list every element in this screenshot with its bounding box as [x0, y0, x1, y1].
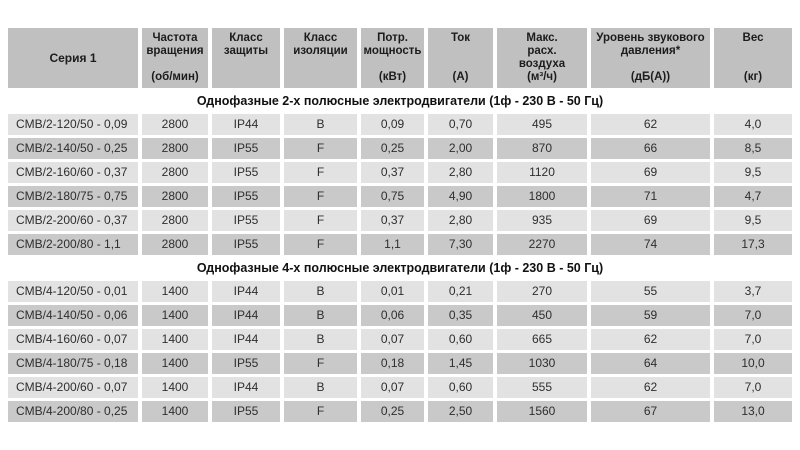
cell-weight: 9,5 — [714, 210, 792, 231]
column-label: Ток — [450, 32, 471, 44]
table-row — [8, 138, 792, 159]
cell-power: 0,06 — [361, 305, 424, 326]
cell-speed: 2800 — [142, 234, 208, 255]
cell-airflow: 555 — [497, 377, 587, 398]
column-unit: (м³/ч) — [527, 71, 557, 83]
cell-speed: 1400 — [142, 353, 208, 374]
cell-protection: IP55 — [212, 353, 280, 374]
cell-current: 2,50 — [428, 401, 493, 422]
cell-noise: 62 — [591, 329, 710, 350]
column-header-content — [142, 28, 208, 88]
cell-protection: IP44 — [212, 281, 280, 302]
cell-airflow: 1120 — [497, 162, 587, 183]
column-label: Уровень звукового давления* — [596, 32, 705, 57]
column-header-content — [714, 28, 792, 88]
cell-weight: 9,5 — [714, 162, 792, 183]
cell-weight: 7,0 — [714, 305, 792, 326]
column-unit: (кВт) — [378, 71, 407, 83]
cell-insulation: F — [284, 401, 357, 422]
cell-noise: 62 — [591, 377, 710, 398]
cell-airflow: 1800 — [497, 186, 587, 207]
cell-power: 0,01 — [361, 281, 424, 302]
cell-insulation: B — [284, 114, 357, 135]
column-header-protection — [212, 28, 280, 88]
cell-weight: 4,7 — [714, 186, 792, 207]
cell-protection: IP44 — [212, 377, 280, 398]
section-title: Однофазные 2-х полюсные электродвигатели (1ф - 230 В - 50 Гц) — [8, 91, 792, 111]
cell-current: 2,80 — [428, 210, 493, 231]
column-header-content — [284, 28, 357, 88]
column-label: Макс. расх. воздуха — [518, 32, 566, 70]
cell-weight: 17,3 — [714, 234, 792, 255]
column-header-content — [591, 28, 710, 88]
cell-series-name: CMB/4-180/75 - 0,18 — [8, 353, 138, 374]
cell-speed: 2800 — [142, 186, 208, 207]
cell-speed: 1400 — [142, 281, 208, 302]
column-header-weight — [714, 28, 792, 88]
cell-airflow: 665 — [497, 329, 587, 350]
column-header-content — [212, 28, 280, 88]
cell-power: 0,18 — [361, 353, 424, 374]
cell-insulation: B — [284, 329, 357, 350]
cell-power: 0,25 — [361, 401, 424, 422]
cell-power: 1,1 — [361, 234, 424, 255]
cell-power: 0,37 — [361, 162, 424, 183]
cell-insulation: F — [284, 162, 357, 183]
cell-current: 7,30 — [428, 234, 493, 255]
cell-protection: IP55 — [212, 401, 280, 422]
cell-noise: 55 — [591, 281, 710, 302]
column-header-content — [8, 28, 138, 88]
cell-power: 0,07 — [361, 377, 424, 398]
cell-current: 0,21 — [428, 281, 493, 302]
cell-insulation: B — [284, 281, 357, 302]
cell-weight: 8,5 — [714, 138, 792, 159]
cell-noise: 64 — [591, 353, 710, 374]
cell-series-name: CMB/2-140/50 - 0,25 — [8, 138, 138, 159]
column-label: Частота вращения — [146, 32, 204, 57]
cell-series-name: CMB/4-120/50 - 0,01 — [8, 281, 138, 302]
cell-weight: 3,7 — [714, 281, 792, 302]
cell-speed: 2800 — [142, 114, 208, 135]
cell-insulation: F — [284, 353, 357, 374]
cell-noise: 59 — [591, 305, 710, 326]
cell-power: 0,37 — [361, 210, 424, 231]
cell-noise: 66 — [591, 138, 710, 159]
cell-current: 2,80 — [428, 162, 493, 183]
cell-series-name: CMB/4-160/60 - 0,07 — [8, 329, 138, 350]
table-row — [8, 329, 792, 350]
cell-speed: 2800 — [142, 138, 208, 159]
cell-speed: 2800 — [142, 162, 208, 183]
column-header-speed — [142, 28, 208, 88]
cell-protection: IP55 — [212, 234, 280, 255]
table-row — [8, 234, 792, 255]
table-row — [8, 305, 792, 326]
table-row — [8, 353, 792, 374]
header-row — [8, 28, 792, 88]
cell-protection: IP55 — [212, 162, 280, 183]
column-header-insulation — [284, 28, 357, 88]
table-row — [8, 162, 792, 183]
cell-series-name: CMB/2-200/60 - 0,37 — [8, 210, 138, 231]
cell-protection: IP44 — [212, 114, 280, 135]
section-title: Однофазные 4-х полюсные электродвигатели (1ф - 230 В - 50 Гц) — [8, 258, 792, 278]
column-label: Серия 1 — [49, 50, 97, 65]
cell-power: 0,07 — [361, 329, 424, 350]
cell-series-name: CMB/4-200/80 - 0,25 — [8, 401, 138, 422]
cell-airflow: 870 — [497, 138, 587, 159]
cell-current: 1,45 — [428, 353, 493, 374]
cell-protection: IP44 — [212, 305, 280, 326]
cell-airflow: 270 — [497, 281, 587, 302]
cell-series-name: CMB/4-140/50 - 0,06 — [8, 305, 138, 326]
cell-airflow: 450 — [497, 305, 587, 326]
column-header-series — [8, 28, 138, 88]
cell-current: 0,35 — [428, 305, 493, 326]
column-header-noise — [591, 28, 710, 88]
cell-insulation: B — [284, 377, 357, 398]
column-unit: (кг) — [743, 71, 763, 83]
column-label: Вес — [742, 32, 764, 44]
cell-current: 0,60 — [428, 377, 493, 398]
column-unit: (об/мин) — [151, 71, 199, 83]
cell-airflow: 935 — [497, 210, 587, 231]
cell-airflow: 495 — [497, 114, 587, 135]
table-row — [8, 210, 792, 231]
section-title-row — [8, 258, 792, 278]
column-header-current — [428, 28, 493, 88]
column-label: Класс защиты — [223, 32, 269, 57]
cell-protection: IP55 — [212, 138, 280, 159]
cell-noise: 71 — [591, 186, 710, 207]
cell-power: 0,09 — [361, 114, 424, 135]
cell-weight: 4,0 — [714, 114, 792, 135]
cell-weight: 7,0 — [714, 377, 792, 398]
cell-weight: 10,0 — [714, 353, 792, 374]
motor-spec-table — [4, 25, 796, 425]
cell-noise: 69 — [591, 162, 710, 183]
cell-power: 0,25 — [361, 138, 424, 159]
column-header-content — [497, 28, 587, 88]
column-header-power — [361, 28, 424, 88]
cell-weight: 13,0 — [714, 401, 792, 422]
cell-protection: IP55 — [212, 210, 280, 231]
cell-current: 0,60 — [428, 329, 493, 350]
cell-weight: 7,0 — [714, 329, 792, 350]
cell-airflow: 1030 — [497, 353, 587, 374]
column-unit: (дБ(А)) — [630, 71, 671, 83]
cell-speed: 1400 — [142, 329, 208, 350]
table-row — [8, 377, 792, 398]
cell-insulation: F — [284, 138, 357, 159]
cell-noise: 69 — [591, 210, 710, 231]
column-label: Потр. мощность — [363, 32, 422, 57]
cell-protection: IP55 — [212, 186, 280, 207]
cell-insulation: F — [284, 234, 357, 255]
cell-noise: 62 — [591, 114, 710, 135]
section-title-row — [8, 91, 792, 111]
column-label: Класс изоляции — [293, 32, 348, 57]
table-row — [8, 281, 792, 302]
cell-series-name: CMB/2-180/75 - 0,75 — [8, 186, 138, 207]
cell-current: 0,70 — [428, 114, 493, 135]
cell-insulation: B — [284, 305, 357, 326]
column-header-airflow — [497, 28, 587, 88]
cell-speed: 1400 — [142, 305, 208, 326]
cell-current: 4,90 — [428, 186, 493, 207]
column-header-content — [361, 28, 424, 88]
cell-series-name: CMB/2-160/60 - 0,37 — [8, 162, 138, 183]
cell-noise: 74 — [591, 234, 710, 255]
cell-series-name: CMB/2-120/50 - 0,09 — [8, 114, 138, 135]
cell-insulation: F — [284, 210, 357, 231]
column-header-content — [428, 28, 493, 88]
cell-current: 2,00 — [428, 138, 493, 159]
column-unit: (А) — [452, 71, 469, 83]
table-row — [8, 186, 792, 207]
cell-airflow: 1560 — [497, 401, 587, 422]
cell-series-name: CMB/4-200/60 - 0,07 — [8, 377, 138, 398]
cell-speed: 1400 — [142, 401, 208, 422]
cell-speed: 2800 — [142, 210, 208, 231]
cell-power: 0,75 — [361, 186, 424, 207]
cell-protection: IP44 — [212, 329, 280, 350]
cell-series-name: CMB/2-200/80 - 1,1 — [8, 234, 138, 255]
table-row — [8, 114, 792, 135]
table-row — [8, 401, 792, 422]
cell-insulation: F — [284, 186, 357, 207]
cell-speed: 1400 — [142, 377, 208, 398]
cell-noise: 67 — [591, 401, 710, 422]
cell-airflow: 2270 — [497, 234, 587, 255]
